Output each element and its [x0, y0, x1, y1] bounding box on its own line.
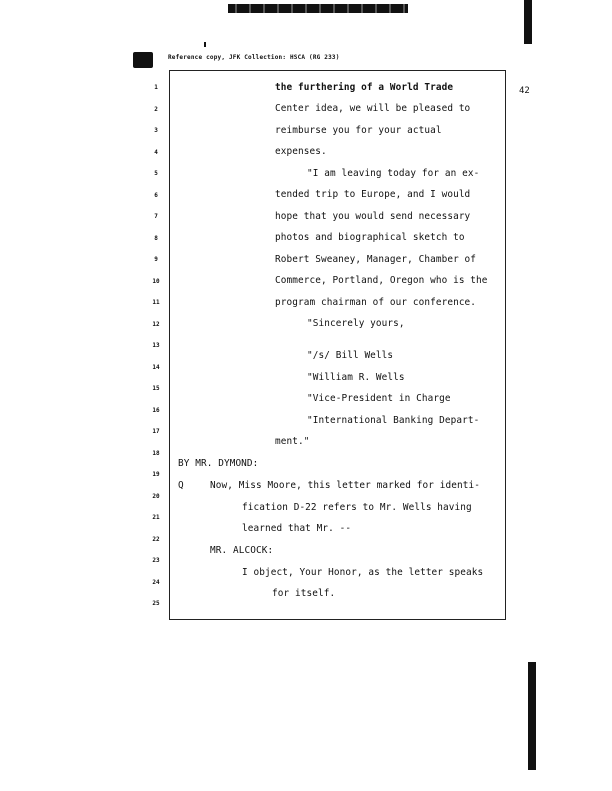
- transcript-line: learned that Mr. --: [242, 523, 352, 534]
- line-number: 8: [154, 235, 158, 242]
- transcript-line: program chairman of our conference.: [275, 297, 477, 308]
- collection-header: Reference copy, JFK Collection: HSCA (RG 233): [168, 54, 340, 61]
- transcript-line: Robert Sweaney, Manager, Chamber of: [275, 254, 477, 265]
- transcript-line: for itself.: [272, 588, 336, 599]
- line-number: 24: [152, 579, 160, 586]
- line-number: 2: [154, 106, 158, 113]
- transcript-line: the furthering of a World Trade: [275, 82, 454, 93]
- page-number: 42: [519, 86, 530, 96]
- line-number: 20: [152, 493, 160, 500]
- line-number: 7: [154, 213, 158, 220]
- line-number: 3: [154, 127, 158, 134]
- transcript-line: MR. ALCOCK:: [210, 545, 274, 556]
- line-number: 1: [154, 84, 158, 91]
- line-number: 4: [154, 149, 158, 156]
- transcript-line: "/s/ Bill Wells: [307, 350, 394, 361]
- transcript-line: photos and biographical sketch to: [275, 232, 465, 243]
- transcript-line: reimburse you for your actual: [275, 125, 442, 136]
- scan-artifact-corner-mark: [133, 52, 153, 68]
- scan-artifact-right-bar-top: [524, 0, 532, 44]
- transcript-line: Commerce, Portland, Oregon who is the: [275, 275, 488, 286]
- line-number: 23: [152, 557, 160, 564]
- transcript-line: "I am leaving today for an ex-: [307, 168, 480, 179]
- transcript-line: Now, Miss Moore, this letter marked for identi-: [210, 480, 480, 491]
- line-number: 5: [154, 170, 158, 177]
- line-number: 19: [152, 471, 160, 478]
- line-number: 22: [152, 536, 160, 543]
- line-number: 21: [152, 514, 160, 521]
- transcript-line: tended trip to Europe, and I would: [275, 189, 471, 200]
- transcript-line: Center idea, we will be pleased to: [275, 103, 471, 114]
- transcript-line: "International Banking Depart-: [307, 415, 480, 426]
- transcript-frame: [169, 70, 506, 620]
- transcript-line: ment.": [275, 436, 310, 447]
- scan-artifact-right-bar-bottom: [528, 662, 536, 770]
- line-number: 17: [152, 428, 160, 435]
- question-marker: Q: [178, 480, 184, 491]
- transcript-line: "Vice-President in Charge: [307, 393, 451, 404]
- line-number: 15: [152, 385, 160, 392]
- transcript-line: hope that you would send necessary: [275, 211, 471, 222]
- scan-artifact-tick: [204, 42, 206, 47]
- transcript-line: expenses.: [275, 146, 327, 157]
- line-number: 18: [152, 450, 160, 457]
- line-number: 10: [152, 278, 160, 285]
- transcript-line: I object, Your Honor, as the letter speaks: [242, 567, 484, 578]
- transcript-line: BY MR. DYMOND:: [178, 458, 259, 469]
- line-number: 14: [152, 364, 160, 371]
- transcript-line: "Sincerely yours,: [307, 318, 405, 329]
- line-number: 9: [154, 256, 158, 263]
- transcript-line: "William R. Wells: [307, 372, 405, 383]
- scan-artifact-top-bar: [228, 4, 408, 13]
- line-number: 13: [152, 342, 160, 349]
- line-number: 12: [152, 321, 160, 328]
- line-number: 16: [152, 407, 160, 414]
- transcript-line: fication D-22 refers to Mr. Wells having: [242, 502, 472, 513]
- line-number: 25: [152, 600, 160, 607]
- line-number: 11: [152, 299, 160, 306]
- line-number: 6: [154, 192, 158, 199]
